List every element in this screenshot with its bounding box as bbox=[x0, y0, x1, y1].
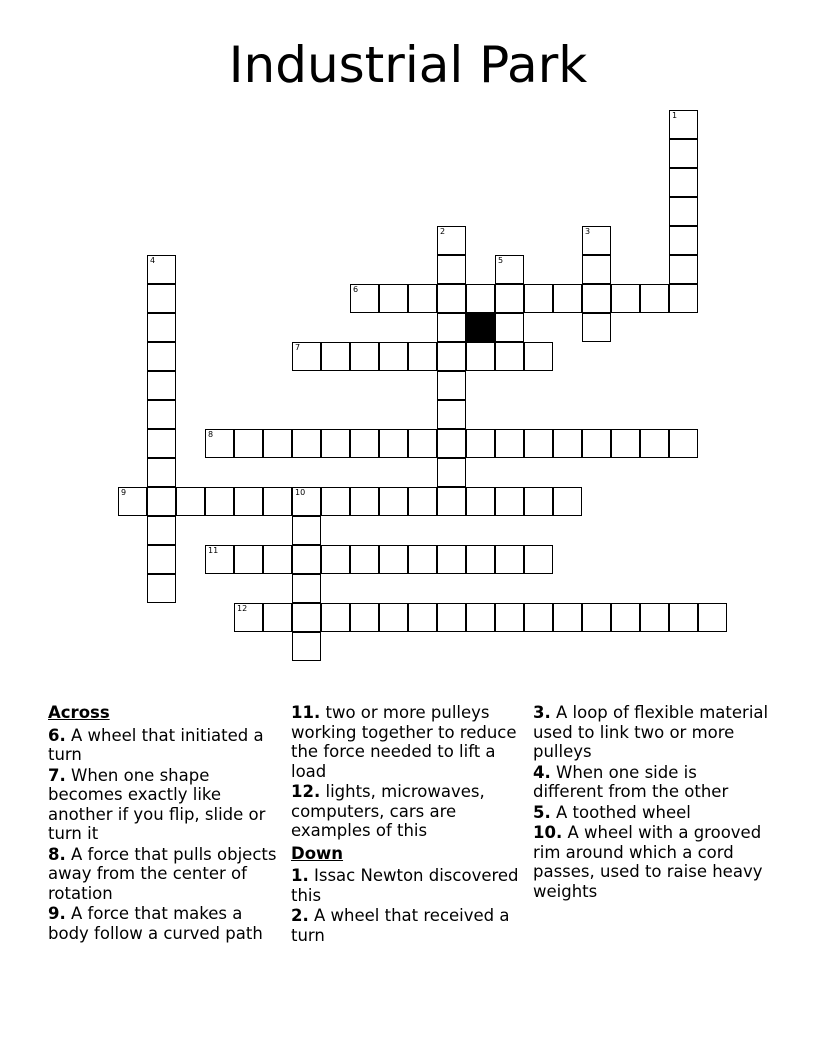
clue-number: 5. bbox=[533, 802, 551, 822]
grid-cell[interactable] bbox=[147, 342, 176, 371]
grid-cell[interactable] bbox=[321, 545, 350, 574]
clue-across-9 bbox=[48, 904, 286, 943]
grid-cell[interactable] bbox=[524, 342, 553, 371]
grid-cell[interactable] bbox=[147, 255, 176, 284]
grid-cell[interactable] bbox=[176, 487, 205, 516]
grid-cell[interactable] bbox=[524, 487, 553, 516]
grid-cell[interactable] bbox=[437, 342, 466, 371]
grid-cell[interactable] bbox=[437, 487, 466, 516]
grid-cell[interactable] bbox=[669, 255, 698, 284]
cell-number: 4 bbox=[150, 256, 156, 265]
grid-cell[interactable] bbox=[524, 429, 553, 458]
grid-cell[interactable] bbox=[118, 487, 147, 516]
grid-cell[interactable] bbox=[582, 226, 611, 255]
grid-cell[interactable] bbox=[147, 429, 176, 458]
grid-cell[interactable] bbox=[350, 429, 379, 458]
grid-cell[interactable] bbox=[408, 487, 437, 516]
grid-cell[interactable] bbox=[147, 574, 176, 603]
grid-cell[interactable] bbox=[234, 545, 263, 574]
grid-cell[interactable] bbox=[582, 313, 611, 342]
clue-number: 1. bbox=[291, 866, 309, 885]
cell-number: 6 bbox=[353, 285, 359, 294]
grid-cell[interactable] bbox=[292, 342, 321, 371]
grid-cell[interactable] bbox=[640, 603, 669, 632]
grid-cell[interactable] bbox=[640, 429, 669, 458]
grid-cell[interactable] bbox=[234, 429, 263, 458]
grid-cell[interactable] bbox=[611, 429, 640, 458]
grid-cell[interactable] bbox=[321, 429, 350, 458]
grid-cell[interactable] bbox=[553, 603, 582, 632]
grid-cell[interactable] bbox=[669, 110, 698, 139]
clue-text: A wheel that initiated a turn bbox=[48, 725, 264, 764]
clue-column-1 bbox=[48, 703, 286, 944]
grid-cell[interactable] bbox=[205, 429, 234, 458]
cell-number: 5 bbox=[498, 256, 504, 265]
clue-text: Issac Newton discovered this bbox=[291, 866, 519, 905]
grid-cell[interactable] bbox=[147, 487, 176, 516]
grid-cell[interactable] bbox=[495, 313, 524, 342]
clue-text: When one side is different from the other bbox=[533, 762, 729, 801]
grid-cell[interactable] bbox=[466, 487, 495, 516]
clue-text: When one shape becomes exactly like another if you flip, slide or turn it bbox=[48, 765, 266, 843]
grid-cell[interactable] bbox=[234, 603, 263, 632]
grid-cell[interactable] bbox=[553, 284, 582, 313]
grid-cell[interactable] bbox=[437, 371, 466, 400]
grid-cell[interactable] bbox=[466, 342, 495, 371]
grid-cell[interactable] bbox=[147, 313, 176, 342]
grid-cell[interactable] bbox=[495, 487, 524, 516]
grid-cell[interactable] bbox=[263, 429, 292, 458]
grid-cell[interactable] bbox=[379, 429, 408, 458]
grid-cell[interactable] bbox=[205, 487, 234, 516]
clue-text: A wheel that received a turn bbox=[291, 906, 510, 945]
grid-cell[interactable] bbox=[408, 342, 437, 371]
clue-column-2 bbox=[291, 703, 529, 946]
grid-cell[interactable] bbox=[292, 545, 321, 574]
grid-cell[interactable] bbox=[669, 139, 698, 168]
clue-number: 9. bbox=[48, 904, 66, 923]
grid-cell[interactable] bbox=[437, 603, 466, 632]
clue-down-4 bbox=[533, 763, 771, 802]
black-square bbox=[466, 313, 495, 342]
grid-cell[interactable] bbox=[611, 284, 640, 313]
cell-number: 8 bbox=[208, 430, 214, 439]
grid-cell[interactable] bbox=[321, 487, 350, 516]
down-header: Down bbox=[291, 843, 344, 863]
clue-down-2 bbox=[291, 906, 529, 945]
grid-cell[interactable] bbox=[582, 255, 611, 284]
clue-text: A toothed wheel bbox=[556, 802, 691, 822]
grid-cell[interactable] bbox=[379, 284, 408, 313]
grid-cell[interactable] bbox=[669, 168, 698, 197]
cell-number: 7 bbox=[295, 343, 301, 352]
grid-cell[interactable] bbox=[263, 603, 292, 632]
cell-number: 3 bbox=[585, 227, 591, 236]
grid-cell[interactable] bbox=[147, 371, 176, 400]
clue-across-11 bbox=[291, 703, 529, 781]
cell-number: 10 bbox=[295, 488, 306, 497]
grid-cell[interactable] bbox=[669, 603, 698, 632]
clue-text: A force that makes a body follow a curved path bbox=[48, 904, 263, 943]
grid-cell[interactable] bbox=[408, 545, 437, 574]
clue-text: lights, microwaves, computers, cars are examples of this bbox=[291, 782, 485, 840]
grid-cell[interactable] bbox=[147, 516, 176, 545]
grid-cell[interactable] bbox=[466, 429, 495, 458]
grid-cell[interactable] bbox=[437, 400, 466, 429]
grid-cell[interactable] bbox=[292, 603, 321, 632]
grid-cell[interactable] bbox=[292, 632, 321, 661]
grid-cell[interactable] bbox=[263, 545, 292, 574]
grid-cell[interactable] bbox=[437, 545, 466, 574]
grid-cell[interactable] bbox=[379, 545, 408, 574]
grid-cell[interactable] bbox=[524, 284, 553, 313]
clue-number: 10. bbox=[533, 823, 563, 842]
grid-cell[interactable] bbox=[350, 545, 379, 574]
grid-cell[interactable] bbox=[524, 603, 553, 632]
grid-cell[interactable] bbox=[582, 284, 611, 313]
clue-text: A wheel with a grooved rim around which a cord passes, used to raise heavy weights bbox=[533, 823, 763, 901]
grid-cell[interactable] bbox=[408, 429, 437, 458]
grid-cell[interactable] bbox=[408, 603, 437, 632]
grid-cell[interactable] bbox=[292, 487, 321, 516]
grid-cell[interactable] bbox=[147, 400, 176, 429]
grid-cell[interactable] bbox=[466, 603, 495, 632]
grid-cell[interactable] bbox=[437, 429, 466, 458]
grid-cell[interactable] bbox=[437, 313, 466, 342]
cell-number: 11 bbox=[208, 546, 219, 555]
grid-cell[interactable] bbox=[669, 226, 698, 255]
clue-down-3 bbox=[533, 703, 771, 762]
grid-cell[interactable] bbox=[495, 284, 524, 313]
grid-cell[interactable] bbox=[437, 284, 466, 313]
grid-cell[interactable] bbox=[582, 603, 611, 632]
clue-text: A loop of flexible material used to link two or more pulleys bbox=[533, 703, 769, 761]
grid-cell[interactable] bbox=[147, 284, 176, 313]
grid-cell[interactable] bbox=[147, 545, 176, 574]
grid-cell[interactable] bbox=[292, 574, 321, 603]
grid-cell[interactable] bbox=[350, 603, 379, 632]
grid-cell[interactable] bbox=[669, 284, 698, 313]
clue-down-10 bbox=[533, 823, 771, 901]
grid-cell[interactable] bbox=[350, 284, 379, 313]
clue-down-1 bbox=[291, 866, 529, 905]
clue-text: A force that pulls objects away from the center of rotation bbox=[48, 844, 277, 903]
grid-cell[interactable] bbox=[379, 603, 408, 632]
grid-cell[interactable] bbox=[292, 516, 321, 545]
grid-cell[interactable] bbox=[350, 487, 379, 516]
clue-number: 8. bbox=[48, 844, 66, 864]
clue-across-7 bbox=[48, 766, 286, 844]
grid-cell[interactable] bbox=[379, 487, 408, 516]
clue-number: 6. bbox=[48, 725, 66, 745]
grid-cell[interactable] bbox=[147, 458, 176, 487]
grid-cell[interactable] bbox=[437, 458, 466, 487]
clue-number: 7. bbox=[48, 765, 66, 785]
clue-text: two or more pulleys working together to reduce the force needed to lift a load bbox=[291, 703, 517, 781]
grid-cell[interactable] bbox=[437, 226, 466, 255]
grid-cell[interactable] bbox=[669, 429, 698, 458]
grid-cell[interactable] bbox=[408, 284, 437, 313]
clue-number: 4. bbox=[533, 762, 551, 782]
grid-cell[interactable] bbox=[640, 284, 669, 313]
grid-cell[interactable] bbox=[466, 284, 495, 313]
clue-down-5 bbox=[533, 803, 771, 823]
clue-number: 12. bbox=[291, 782, 321, 801]
grid-cell[interactable] bbox=[321, 603, 350, 632]
grid-cell[interactable] bbox=[321, 342, 350, 371]
grid-cell[interactable] bbox=[553, 487, 582, 516]
across-header: Across bbox=[48, 703, 110, 722]
grid-cell[interactable] bbox=[698, 603, 727, 632]
grid-cell[interactable] bbox=[495, 545, 524, 574]
clue-across-8 bbox=[48, 845, 286, 904]
clue-number: 11. bbox=[291, 703, 321, 722]
grid-cell[interactable] bbox=[524, 545, 553, 574]
cell-number: 12 bbox=[237, 604, 248, 613]
clue-number: 2. bbox=[291, 906, 309, 925]
grid-cell[interactable] bbox=[234, 487, 263, 516]
clue-column-3 bbox=[533, 703, 771, 902]
grid-cell[interactable] bbox=[466, 545, 495, 574]
grid-cell[interactable] bbox=[611, 603, 640, 632]
cell-number: 2 bbox=[440, 227, 446, 236]
grid-cell[interactable] bbox=[495, 342, 524, 371]
grid-cell[interactable] bbox=[437, 255, 466, 284]
puzzle-title: Industrial Park bbox=[228, 36, 588, 94]
clue-across-12 bbox=[291, 782, 529, 841]
cell-number: 1 bbox=[672, 111, 678, 120]
cell-number: 9 bbox=[121, 488, 127, 497]
grid-cell[interactable] bbox=[379, 342, 408, 371]
grid-cell[interactable] bbox=[350, 342, 379, 371]
grid-cell[interactable] bbox=[263, 487, 292, 516]
grid-cell[interactable] bbox=[292, 429, 321, 458]
clue-number: 3. bbox=[533, 703, 551, 722]
grid-cell[interactable] bbox=[495, 429, 524, 458]
grid-cell[interactable] bbox=[495, 255, 524, 284]
grid-cell[interactable] bbox=[205, 545, 234, 574]
clue-across-6 bbox=[48, 726, 286, 765]
grid-cell[interactable] bbox=[553, 429, 582, 458]
grid-cell[interactable] bbox=[582, 429, 611, 458]
grid-cell[interactable] bbox=[495, 603, 524, 632]
grid-cell[interactable] bbox=[669, 197, 698, 226]
